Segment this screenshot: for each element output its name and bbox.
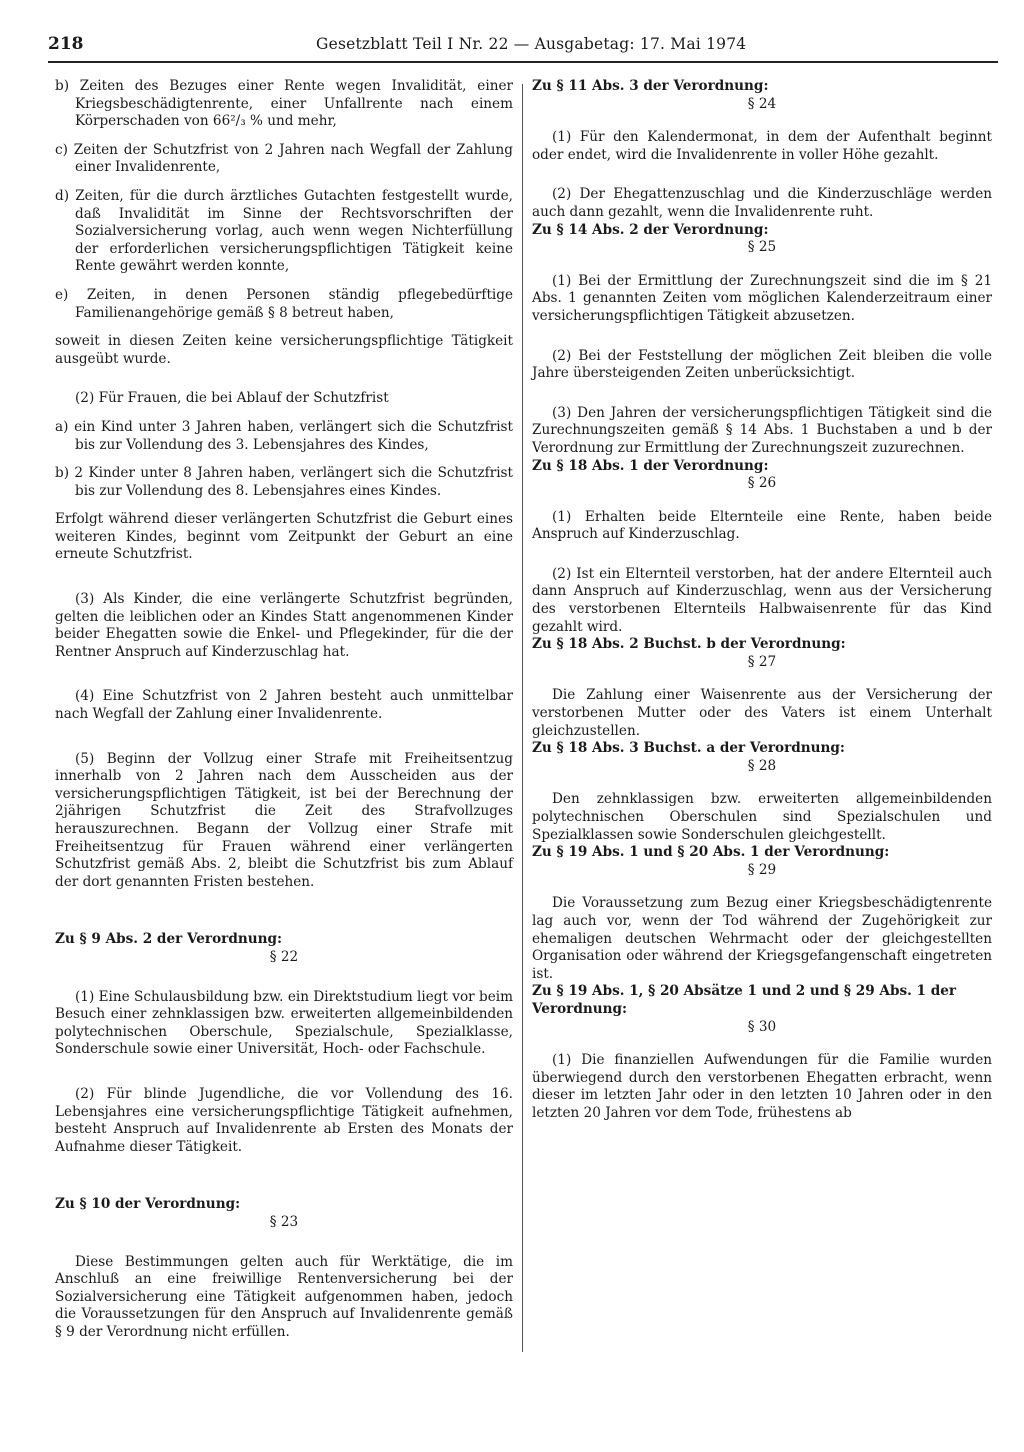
section-heading-25: Zu § 14 Abs. 2 der Verordnung:	[532, 221, 769, 238]
section-number-30: § 30	[747, 1018, 777, 1035]
section-30-paragraph-1: (1) Die finanziellen Aufwendungen für die Familie wurden überwiegend durch den verstorbenen Ehegatten erbracht, wenn dieser im letzten Jahr oder in den letzten 10 Jahren oder in den letzten 20 Jahren vor dem Tode, frühestens ab	[532, 1052, 992, 1121]
section-number-28: § 28	[747, 757, 777, 774]
section-29-paragraph: Die Voraussetzung zum Bezug einer Kriegsbeschädigtenrente lag auch vor, wenn der Tod während der Zugehörigkeit zur ehemaligen deutschen Wehrmacht oder der gleichgestellten Organisation oder während der Kriegsgefangenschaft eingetreten ist.	[532, 895, 992, 982]
section-number-22: § 22	[269, 948, 299, 965]
section-26-paragraph-1: (1) Erhalten beide Elternteile eine Rente, haben beide Anspruch auf Kinderzuschlag.	[532, 508, 992, 543]
section-number-29: § 29	[747, 861, 777, 878]
section-heading-27: Zu § 18 Abs. 2 Buchst. b der Verordnung:	[532, 636, 846, 653]
section-number-24: § 24	[747, 95, 777, 112]
item-b: b) Zeiten des Bezuges einer Rente wegen Invalidität, einer Kriegsbeschädigtenrente, einer Unfallrente nach einem Körperschaden von 66²/₃ % und mehr,	[55, 78, 513, 130]
gazette-title: Gesetzblatt Teil I Nr. 22 — Ausgabetag: 17. Mai 1974	[316, 35, 747, 53]
right-column	[532, 78, 992, 1123]
item-2a: a) ein Kind unter 3 Jahren haben, verlängert sich die Schutzfrist bis zur Vollendung des 3. Lebensjahres des Kindes,	[55, 418, 513, 453]
paragraph-soweit: soweit in diesen Zeiten keine versicherungspflichtige Tätigkeit ausgeübt wurde.	[55, 333, 513, 367]
item-e: e) Zeiten, in denen Personen ständig pflegebedürftige Familienangehörige gemäß § 8 betreut haben,	[55, 286, 513, 321]
section-heading-22: Zu § 9 Abs. 2 der Verordnung:	[55, 931, 282, 948]
section-number-25: § 25	[747, 239, 777, 256]
paragraph-5: (5) Beginn der Vollzug einer Strafe mit Freiheitsentzug innerhalb von 2 Jahren nach dem Ausscheiden aus der versicherungspflichtigen Tätigkeit, ist bei der Berechnung der 2jährigen Schutzfrist die Zeit des Strafvollzuges herauszurechnen. Begann der Vollzug einer Strafe mit Freiheitsentzug für Frauen während einer verlängerten Schutzfrist gemäß Abs. 2, bleibt die Schutzfrist bis zum Ablauf der dort genannten Fristen bestehen.	[55, 750, 513, 890]
section-heading-23: Zu § 10 der Verordnung:	[55, 1196, 241, 1213]
paragraph-3: (3) Als Kinder, die eine verlängerte Schutzfrist begründen, gelten die leiblichen oder an Kindes Statt angenommenen Kinder beider Ehegatten sowie die Enkel- und Pflegekinder, für die der Rentner Anspruch auf Kinderzuschlag hat.	[55, 591, 513, 660]
item-2b: b) 2 Kinder unter 8 Jahren haben, verlängert sich die Schutzfrist bis zur Vollendung des 8. Lebensjahres eines Kindes.	[55, 465, 513, 499]
section-number-23: § 23	[269, 1213, 299, 1230]
paragraph-4: (4) Eine Schutzfrist von 2 Jahren besteht auch unmittelbar nach Wegfall der Zahlung einer Invalidenrente.	[55, 688, 513, 723]
section-26-paragraph-2: (2) Ist ein Elternteil verstorben, hat der andere Elternteil auch dann Anspruch auf Kinderzuschlag, wenn aus der Versicherung des verstorbenen Elternteils Halbwaisenrente für das Kind gezahlt wird.	[532, 565, 992, 635]
section-23-paragraph: Diese Bestimmungen gelten auch für Werktätige, die im Anschluß an eine freiwillige Rentenversicherung bei der Sozialversicherung eine Tätigkeit aufgenommen haben, jedoch die Voraussetzungen für den Anspruch auf Invalidenrente gemäß § 9 der Verordnung nicht erfüllen.	[55, 1253, 513, 1340]
section-22-paragraph-2: (2) Für blinde Jugendliche, die vor Vollendung des 16. Lebensjahres eine versicherungspflichtige Tätigkeit aufnehmen, besteht Anspruch auf Invalidenrente ab Ersten des Monats der Aufnahme dieser Tätigkeit.	[55, 1085, 513, 1155]
section-heading-29: Zu § 19 Abs. 1 und § 20 Abs. 1 der Verordnung:	[532, 844, 890, 861]
section-28-paragraph: Den zehnklassigen bzw. erweiterten allgemeinbildenden polytechnischen Oberschulen sind Spezialschulen und Spezialklassen sowie Sonderschulen gleichgestellt.	[532, 791, 992, 843]
page-header	[48, 34, 998, 62]
section-24-paragraph-1: (1) Für den Kalendermonat, in dem der Aufenthalt beginnt oder endet, wird die Invalidenrente in voller Höhe gezahlt.	[532, 129, 992, 163]
section-heading-30: Zu § 19 Abs. 1, § 20 Absätze 1 und 2 und § 29 Abs. 1 der Verordnung:	[532, 983, 957, 1017]
section-number-27: § 27	[747, 653, 777, 670]
section-25-paragraph-2: (2) Bei der Feststellung der möglichen Zeit bleiben die volle Jahre übersteigenden Zeiten unberücksichtigt.	[532, 347, 992, 382]
section-heading-26: Zu § 18 Abs. 1 der Verordnung:	[532, 457, 769, 474]
paragraph-2: (2) Für Frauen, die bei Ablauf der Schutzfrist	[75, 390, 389, 407]
item-c: c) Zeiten der Schutzfrist von 2 Jahren nach Wegfall der Zahlung einer Invalidenrente,	[55, 141, 513, 176]
section-number-26: § 26	[747, 475, 777, 492]
column-divider	[522, 84, 523, 1352]
header-rule	[48, 61, 998, 63]
left-column	[55, 78, 513, 1341]
section-24-paragraph-2: (2) Der Ehegattenzuschlag und die Kinderzuschläge werden auch dann gezahlt, wenn die Invalidenrente ruht.	[532, 186, 992, 220]
paragraph-erfolgt: Erfolgt während dieser verlängerten Schutzfrist die Geburt eines weiteren Kindes, beginnt vom Zeitpunkt der Geburt an eine erneute Schutzfrist.	[55, 511, 513, 563]
section-heading-24: Zu § 11 Abs. 3 der Verordnung:	[532, 78, 769, 94]
section-27-paragraph: Die Zahlung einer Waisenrente aus der Versicherung der verstorbenen Mutter oder des Vaters ist einem Unterhalt gleichzustellen.	[532, 687, 992, 739]
section-25-paragraph-1: (1) Bei der Ermittlung der Zurechnungszeit sind die im § 21 Abs. 1 genannten Zeiten vom möglichen Kalenderzeitraum einer versicherungspflichtigen Tätigkeit abzusetzen.	[532, 272, 992, 324]
section-22-paragraph-1: (1) Eine Schulausbildung bzw. ein Direktstudium liegt vor beim Besuch einer zehnklassigen bzw. erweiterten allgemeinbildenden polytechnischen Oberschule, Spezialschule, Spezialklasse, Sonderschule sowie einer Universität, Hoch- oder Fachschule.	[55, 988, 513, 1058]
item-d: d) Zeiten, für die durch ärztliches Gutachten festgestellt wurde, daß Invalidität im Sinne der Rechtsvorschriften der Sozialversicherung vorlag, auch wenn wegen Nichterfüllung der erforderlichen versicherungspflichtigen Tätigkeit keine Rente gewährt werden konnte,	[55, 187, 513, 275]
section-25-paragraph-3: (3) Den Jahren der versicherungspflichtigen Tätigkeit sind die Zurechnungszeiten gemäß § 14 Abs. 1 Buchstaben a und b der Verordnung zur Ermittlung der Zurechnungszeit zuzurechnen.	[532, 404, 992, 456]
section-heading-28: Zu § 18 Abs. 3 Buchst. a der Verordnung:	[532, 740, 845, 757]
page-number: 218	[48, 34, 84, 54]
